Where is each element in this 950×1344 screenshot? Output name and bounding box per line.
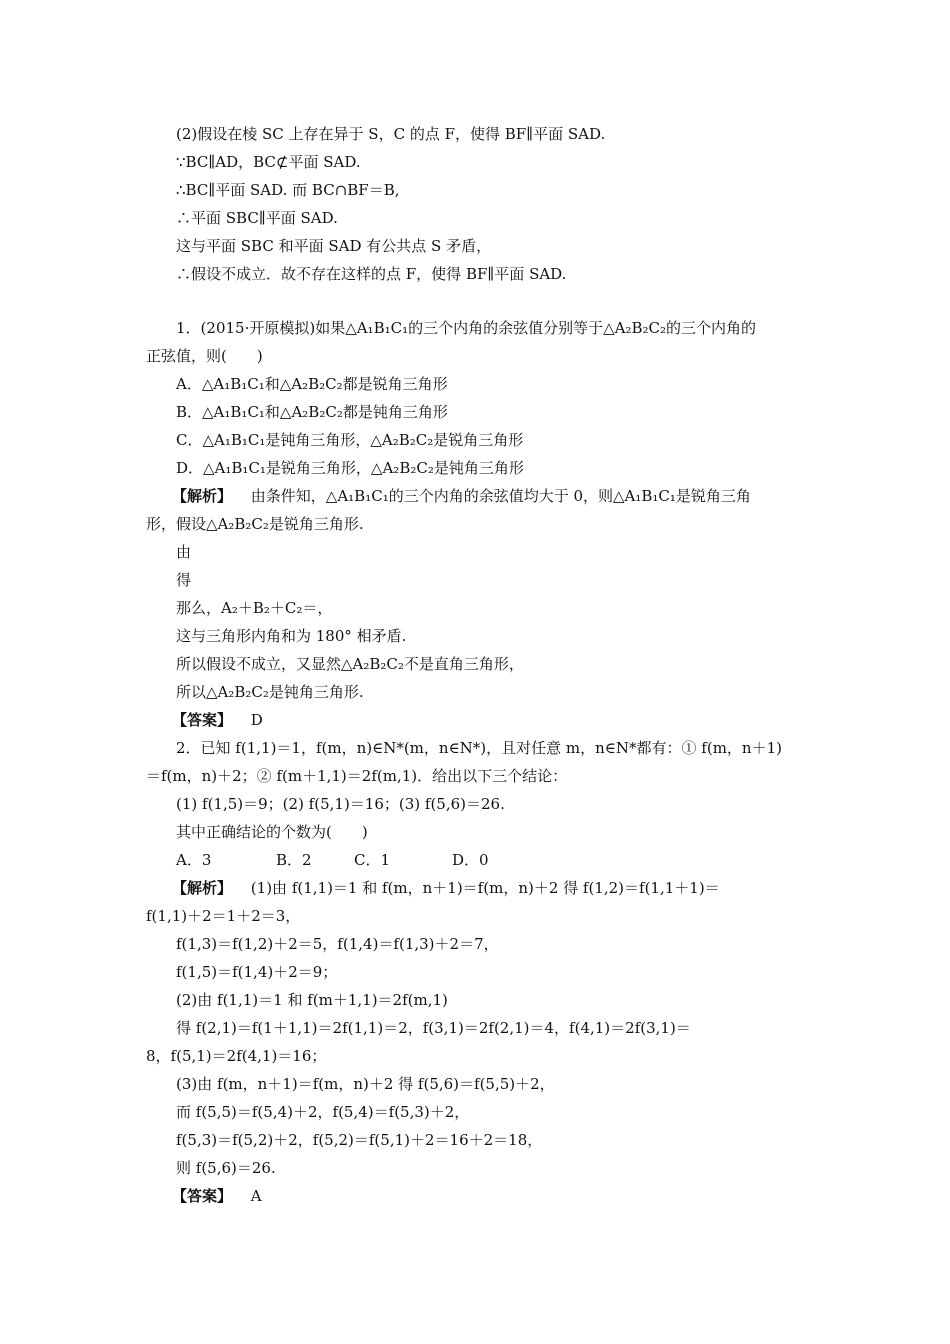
problem1-analysis <box>172 486 751 506</box>
problem2-option-a: A．3 <box>176 851 212 869</box>
analysis-text: 则 f(5,6)＝26. <box>176 1159 276 1177</box>
problem2-option-d: D．0 <box>452 851 489 869</box>
problem2-analysis <box>172 878 720 898</box>
analysis-text: 那么，A₂＋B₂＋C₂＝， <box>176 599 333 617</box>
problem1-option-b: B．△A₁B₁C₁和△A₂B₂C₂都是钝角三角形 <box>176 403 448 421</box>
problem2-stem: 2．已知 f(1,1)＝1，f(m，n)∈N*(m，n∈N*)，且对任意 m，n∈N*都有：① f(m，n＋1) <box>176 739 782 757</box>
problem2-option-b: B．2 <box>276 851 312 869</box>
proof-line: 这与平面 SBC 和平面 SAD 有公共点 S 矛盾， <box>176 237 492 255</box>
analysis-label: 【解析】 <box>172 487 233 505</box>
answer-value: A <box>250 1187 262 1205</box>
analysis-text: 所以△A₂B₂C₂是钝角三角形. <box>176 683 364 701</box>
analysis-text: (3)由 f(m，n＋1)＝f(m，n)＋2 得 f(5,6)＝f(5,5)＋2， <box>176 1075 555 1093</box>
problem1-option-a: A．△A₁B₁C₁和△A₂B₂C₂都是锐角三角形 <box>176 375 448 393</box>
answer-label: 【答案】 <box>172 711 233 729</box>
problem1-option-d: D．△A₁B₁C₁是锐角三角形，△A₂B₂C₂是钝角三角形 <box>176 459 524 477</box>
analysis-text: 得 <box>176 571 192 589</box>
analysis-text: (2)由 f(1,1)＝1 和 f(m＋1,1)＝2f(m,1) <box>176 991 448 1009</box>
analysis-text: (1)由 f(1,1)＝1 和 f(m，n＋1)＝f(m，n)＋2 得 f(1,2)＝f(1,1＋1)＝ <box>250 879 720 897</box>
problem2-answer <box>172 1186 262 1206</box>
problem1-stem: 1．(2015·开原模拟)如果△A₁B₁C₁的三个内角的余弦值分别等于△A₂B₂C₂的三个内角的 <box>176 319 757 337</box>
answer-value: D <box>250 711 263 729</box>
analysis-text: 得 f(2,1)＝f(1＋1,1)＝2f(1,1)＝2，f(3,1)＝2f(2,1)＝4，f(4,1)＝2f(3,1)＝ <box>176 1019 691 1037</box>
analysis-text: 由条件知，△A₁B₁C₁的三个内角的余弦值均大于 0，则△A₁B₁C₁是锐角三角 <box>250 487 751 505</box>
analysis-label: 【解析】 <box>172 879 233 897</box>
analysis-text: 这与三角形内角和为 180° 相矛盾. <box>176 627 407 645</box>
analysis-text: 8，f(5,1)＝2f(4,1)＝16； <box>146 1047 327 1065</box>
analysis-text: f(5,3)＝f(5,2)＋2，f(5,2)＝f(5,1)＋2＝16＋2＝18， <box>176 1131 543 1149</box>
problem2-question: 其中正确结论的个数为( ) <box>176 823 368 841</box>
problem1-answer <box>172 710 263 730</box>
analysis-text: 由 <box>176 543 192 561</box>
problem1-option-c: C．△A₁B₁C₁是钝角三角形，△A₂B₂C₂是锐角三角形 <box>176 431 524 449</box>
proof-line: (2)假设在棱 SC 上存在异于 S，C 的点 F，使得 BF∥平面 SAD. <box>176 125 606 143</box>
analysis-text: f(1,3)＝f(1,2)＋2＝5，f(1,4)＝f(1,3)＋2＝7， <box>176 935 499 953</box>
proof-line: ∴假设不成立．故不存在这样的点 F，使得 BF∥平面 SAD. <box>176 265 567 283</box>
analysis-text: 形，假设△A₂B₂C₂是锐角三角形. <box>146 515 364 533</box>
analysis-text: f(1,5)＝f(1,4)＋2＝9； <box>176 963 338 981</box>
answer-label: 【答案】 <box>172 1187 233 1205</box>
problem1-stem: 正弦值，则( ) <box>146 347 263 365</box>
proof-line: ∴BC∥平面 SAD. 而 BC∩BF＝B, <box>176 181 400 199</box>
proof-line: ∴平面 SBC∥平面 SAD. <box>176 209 338 227</box>
analysis-text: 而 f(5,5)＝f(5,4)＋2，f(5,4)＝f(5,3)＋2， <box>176 1103 470 1121</box>
analysis-text: 所以假设不成立，又显然△A₂B₂C₂不是直角三角形， <box>176 655 524 673</box>
proof-line: ∵BC∥AD，BC⊄平面 SAD. <box>176 153 361 171</box>
problem2-stem: ＝f(m，n)＋2；② f(m＋1,1)＝2f(m,1)．给出以下三个结论： <box>146 767 568 785</box>
problem2-conclusions: (1) f(1,5)＝9；(2) f(5,1)＝16；(3) f(5,6)＝26. <box>176 795 505 813</box>
problem2-option-c: C．1 <box>354 851 391 869</box>
analysis-text: f(1,1)＋2＝1＋2＝3， <box>146 907 301 925</box>
